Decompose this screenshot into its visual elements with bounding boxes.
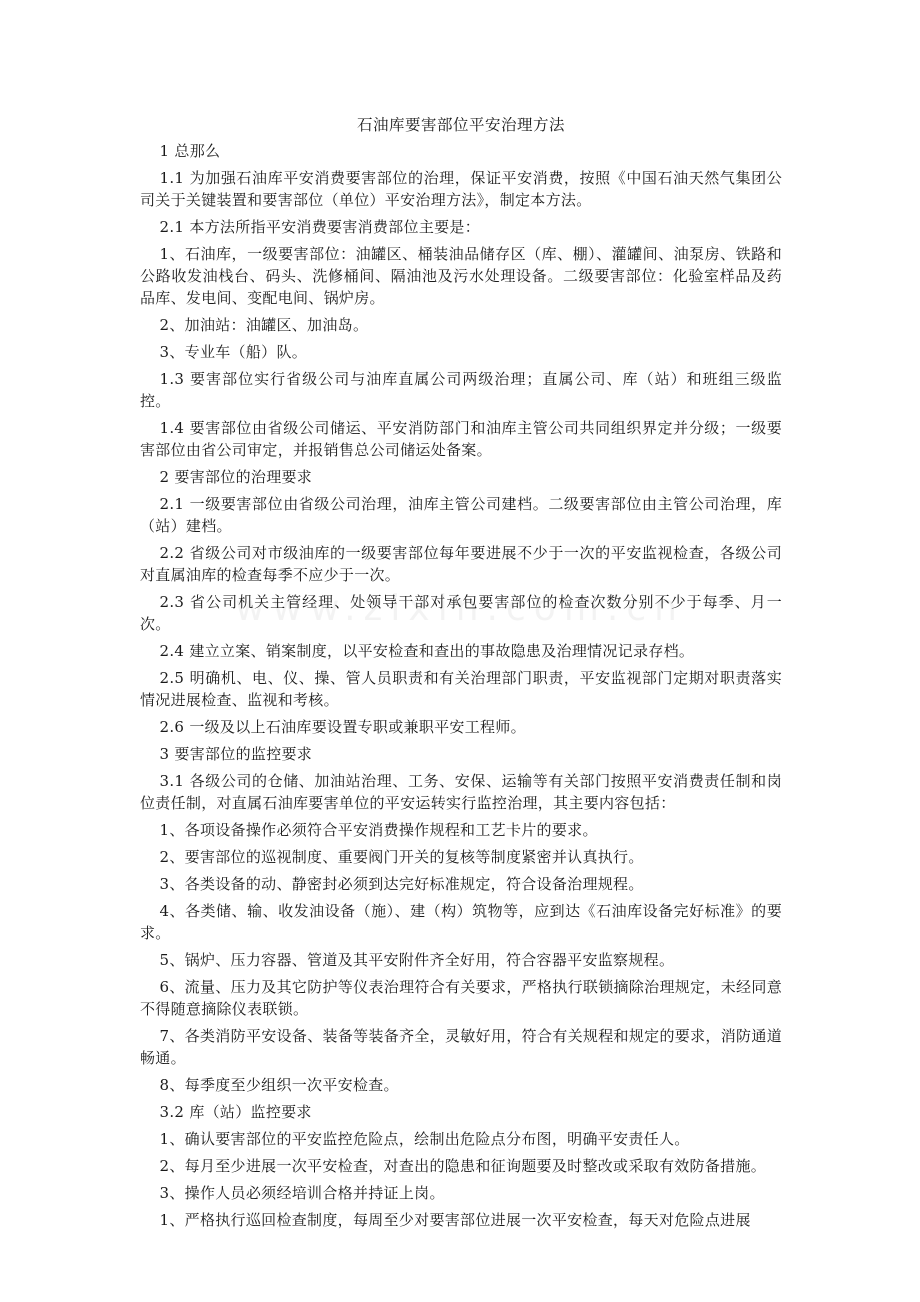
document-body [140,140,782,1231]
paragraph: 2 要害部位的治理要求 [159,468,313,486]
paragraph: 3、专业车（船）队。 [159,343,308,361]
paragraph: 2.3 省公司机关主管经理、处领导干部对承包要害部位的检查次数分别不少于每季、月一次。 [140,593,782,633]
paragraph: 1.3 要害部位实行省级公司与油库直属公司两级治理；直属公司、库（站）和班组三级监控。 [140,370,782,410]
paragraph: 2.1 本方法所指平安消费要害消费部位主要是： [159,218,481,236]
paragraph: 1、严格执行巡回检查制度，每周至少对要害部位进展一次平安检查，每天对危险点进展 [159,1211,751,1229]
paragraph: 1.4 要害部位由省级公司储运、平安消防部门和油库主管公司共同组织界定并分级；一级要害部位由省公司审定，并报销售总公司储运处备案。 [140,419,782,459]
paragraph: 3、各类设备的动、静密封必须到达完好标准规定，符合设备治理规程。 [159,875,644,893]
paragraph: 2.2 省级公司对市级油库的一级要害部位每年要进展不少于一次的平安监视检查，各级公司对直属油库的检查每季不应少于一次。 [140,544,782,584]
paragraph: 4、各类储、输、收发油设备（施）、建（构）筑物等，应到达《石油库设备完好标准》的要求。 [140,902,782,942]
paragraph: 3.2 库（站）监控要求 [159,1103,312,1121]
paragraph: 1、各项设备操作必须符合平安消费操作规程和工艺卡片的要求。 [159,821,598,839]
paragraph: 1、石油库，一级要害部位：油罐区、桶装油品储存区（库、棚）、灌罐间、油泵房、铁路和公路收发油栈台、码头、洗修桶间、隔油池及污水处理设备。二级要害部位：化验室样品及药品库、发电间、变配电间、锅炉房。 [140,245,782,307]
paragraph: 1 总那么 [159,142,221,160]
paragraph: 3.1 各级公司的仓储、加油站治理、工务、安保、运输等有关部门按照平安消费责任制和岗位责任制，对直属石油库要害单位的平安运转实行监控治理，其主要内容包括： [140,772,782,812]
paragraph: 7、各类消防平安设备、装备等装备齐全，灵敏好用，符合有关规程和规定的要求，消防通道畅通。 [140,1027,782,1067]
paragraph: 3、操作人员必须经培训合格并持证上岗。 [159,1184,445,1202]
document-page [140,114,782,1236]
paragraph: 2.6 一级及以上石油库要设置专职或兼职平安工程师。 [159,718,526,736]
paragraph: 2、要害部位的巡视制度、重要阀门开关的复核等制度紧密并认真执行。 [159,848,644,866]
paragraph: 3 要害部位的监控要求 [159,745,313,763]
paragraph: 2.5 明确机、电、仪、操、管人员职责和有关治理部门职责，平安监视部门定期对职责落实情况进展检查、监视和考核。 [140,669,782,709]
paragraph: 6、流量、压力及其它防护等仪表治理符合有关要求，严格执行联锁摘除治理规定，未经同意不得随意摘除仪表联锁。 [140,978,782,1018]
paragraph: 1、确认要害部位的平安监控危险点，绘制出危险点分布图，明确平安责任人。 [159,1130,690,1148]
paragraph: 2、每月至少进展一次平安检查，对查出的隐患和征询题要及时整改或采取有效防备措施。 [159,1157,767,1175]
paragraph: 2、加油站：油罐区、加油岛。 [159,316,369,334]
document-title: 石油库要害部位平安治理方法 [356,116,565,134]
paragraph: 2.1 一级要害部位由省级公司治理，油库主管公司建档。二级要害部位由主管公司治理，库（站）建档。 [140,495,782,535]
paragraph: 1.1 为加强石油库平安消费要害部位的治理，保证平安消费，按照《中国石油天然气集团公司关于关键装置和要害部位（单位）平安治理方法》，制定本方法。 [140,169,782,209]
paragraph: 8、每季度至少组织一次平安检查。 [159,1076,399,1094]
paragraph: 5、锅炉、压力容器、管道及其平安附件齐全好用，符合容器平安监察规程。 [159,951,675,969]
paragraph: 2.4 建立立案、销案制度，以平安检查和查出的事故隐患及治理情况记录存档。 [159,642,695,660]
